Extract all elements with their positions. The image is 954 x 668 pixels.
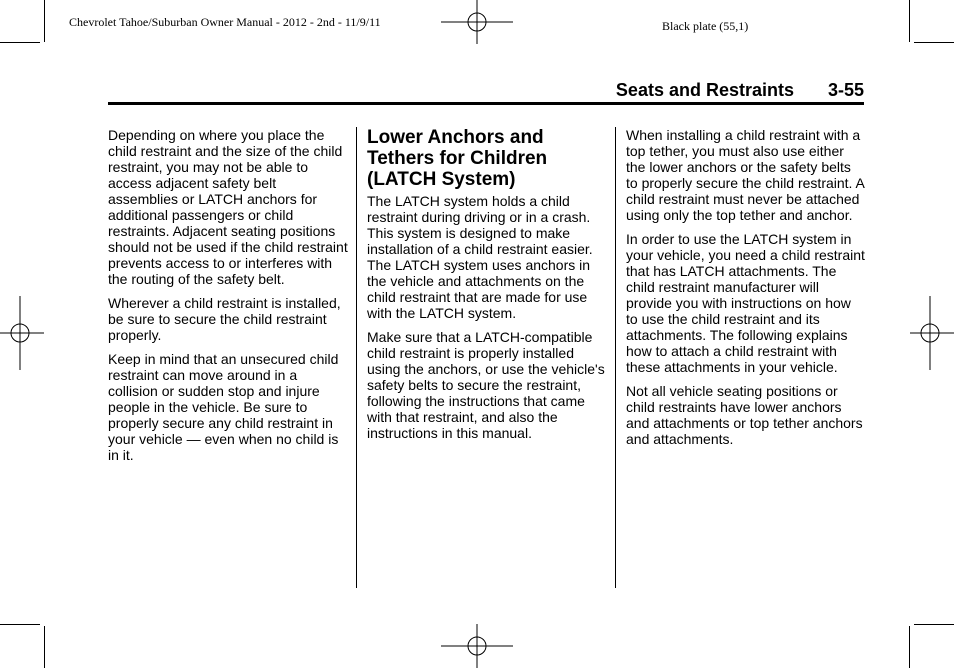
paragraph: Depending on where you place the child restraint and the size of the child restraint, you may not be able to access adjacent safety belt assemblies or LATCH anchors for additional passengers or child restraints. Adjacent seating positions should not be used if the child restraint prevents access to or interferes with the routing of the safety belt. xyxy=(108,127,348,287)
paragraph: Not all vehicle seating positions or child restraints have lower anchors and attachments or top tether anchors and attachments. xyxy=(626,383,863,447)
crop-mark-top-right-h xyxy=(914,42,954,43)
paragraph: Keep in mind that an unsecured child restraint can move around in a collision or sudden stop and injure people in the vehicle. Be sure to properly secure any child restraint in your vehicle — even when no child is in it. xyxy=(108,351,339,463)
crop-mark-bottom-right-v xyxy=(909,626,910,668)
column-1 xyxy=(108,127,348,471)
crop-mark-top-left-h xyxy=(0,42,40,43)
crop-mark-bottom-left-h xyxy=(0,624,40,625)
page-number: 3-55 xyxy=(827,80,864,100)
paragraph: The LATCH system holds a child restraint during driving or in a crash. This system is designed to make installation of a child restraint easier. The LATCH system uses anchors in the vehicle and attachments on the child restraint that are made for use with the LATCH system. xyxy=(367,193,593,321)
print-header-right: Black plate (55,1) xyxy=(662,19,749,33)
section-header xyxy=(108,80,864,105)
column-divider-2 xyxy=(615,127,616,588)
paragraph: Make sure that a LATCH-compatible child restraint is properly installed using the anchors, or use the vehicle's safety belts to secure the restraint, following the instructions that came with that restraint, and also the instructions in this manual. xyxy=(367,329,605,441)
section-heading: Lower Anchors and Tethers for Children (LATCH System) xyxy=(367,127,548,190)
registration-target-top-icon xyxy=(441,0,513,44)
registration-target-left-icon xyxy=(0,296,44,370)
column-3 xyxy=(626,127,866,455)
section-title: Seats and Restraints xyxy=(615,80,794,100)
paragraph: In order to use the LATCH system in your vehicle, you need a child restraint that has LATCH attachments. The child restraint manufacturer will provide you with instructions on how to use the child restraint and its attachments. The following explains how to attach a child restraint with these attachments in your vehicle. xyxy=(626,231,865,375)
crop-mark-bottom-left-v xyxy=(44,626,45,668)
crop-mark-bottom-right-h xyxy=(914,624,954,625)
column-2 xyxy=(367,127,607,449)
registration-target-right-icon xyxy=(910,296,954,370)
crop-mark-top-right-v xyxy=(909,0,910,42)
column-divider-1 xyxy=(356,127,357,588)
crop-mark-top-left-v xyxy=(44,0,45,42)
registration-target-bottom-icon xyxy=(441,624,513,668)
paragraph: Wherever a child restraint is installed, be sure to secure the child restraint properly. xyxy=(108,295,341,343)
print-header-left: Chevrolet Tahoe/Suburban Owner Manual - 2012 - 2nd - 11/9/11 xyxy=(69,15,381,29)
paragraph: When installing a child restraint with a top tether, you must also use either the lower anchors or the safety belts to properly secure the child restraint. A child restraint must never be attached using only the top tether and anchor. xyxy=(626,127,865,223)
